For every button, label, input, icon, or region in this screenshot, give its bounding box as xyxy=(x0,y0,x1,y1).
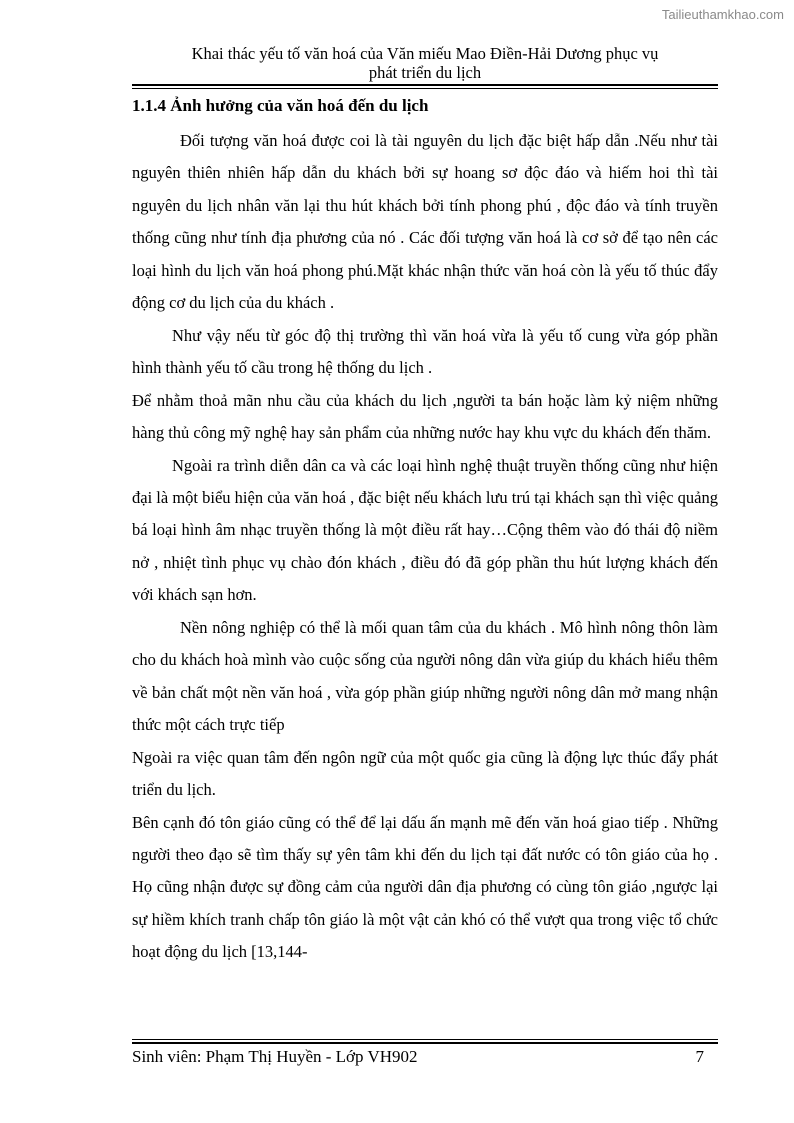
paragraph: Nền nông nghiệp có thể là mối quan tâm của du khách . Mô hình nông thôn làm cho du khách hoà mình vào cuộc sống của người nông dân vừa giúp du khách hiểu thêm về bản chất một nền văn hoá , vừa góp phần giúp những người nông dân mở mang nhận thức một cách trực tiếp xyxy=(132,617,718,735)
header-rule-thick xyxy=(132,84,718,86)
watermark: Tailieuthamkhao.com xyxy=(661,7,784,22)
paragraph: Ngoài ra việc quan tâm đến ngôn ngữ của một quốc gia cũng là động lực thúc đẩy phát triển du lịch. xyxy=(132,747,718,800)
header-line-2: phát triển du lịch xyxy=(368,63,482,82)
page-number: 7 xyxy=(695,1047,704,1066)
header-line-1: Khai thác yếu tố văn hoá của Văn miếu Mao Điền-Hải Dương phục vụ xyxy=(191,44,659,63)
footer-rule-thick xyxy=(132,1042,718,1044)
section-heading: 1.1.4 Ảnh hưởng của văn hoá đến du lịch xyxy=(132,96,429,115)
paragraph: Như vậy nếu từ góc độ thị trường thì văn hoá vừa là yếu tố cung vừa góp phần hình thành yếu tố cầu trong hệ thống du lịch . xyxy=(132,325,718,378)
body-text xyxy=(132,125,718,969)
paragraph: Ngoài ra trình diễn dân ca và các loại hình nghệ thuật truyền thống cũng như hiện đại là một biểu hiện của văn hoá , đặc biệt nếu khách lưu trú tại khách sạn thì việc quảng bá loại hình âm nhạc truyền thống là một điều rất hay…Cộng thêm vào đó thái độ niềm nở , nhiệt tình phục vụ chào đón khách , điều đó đã góp phần thu hút lượng khách đến với khách sạn hơn. xyxy=(132,455,718,605)
header-rule-thin xyxy=(132,88,718,89)
paragraph: Để nhằm thoả mãn nhu cầu của khách du lịch ,người ta bán hoặc làm kỷ niệm những hàng thủ công mỹ nghệ hay sản phẩm của những nước hay khu vực du khách đến thăm. xyxy=(132,390,718,443)
running-header xyxy=(132,44,718,82)
paragraph: Đối tượng văn hoá được coi là tài nguyên du lịch đặc biệt hấp dẫn .Nếu như tài nguyên thiên nhiên hấp dẫn du khách bởi sự hoang sơ độc đáo và hiếm hoi thì tài nguyên du lịch nhân văn lại thu hút khách bởi tính phong phú , độc đáo và tính truyền thống cũng như tính địa phương của nó . Các đối tượng văn hoá là cơ sở để tạo nên các loại hình du lịch văn hoá phong phú.Mặt khác nhận thức văn hoá còn là yếu tố thúc đẩy động cơ du lịch của du khách . xyxy=(132,131,718,313)
footer-student-info: Sinh viên: Phạm Thị Huyền - Lớp VH902 xyxy=(132,1047,418,1066)
footer-rule-thin xyxy=(132,1039,718,1040)
paragraph: Bên cạnh đó tôn giáo cũng có thể để lại dấu ấn mạnh mẽ đến văn hoá giao tiếp . Những người theo đạo sẽ tìm thấy sự yên tâm khi đến du lịch tại đất nước có tôn giáo của họ . Họ cũng nhận được sự đồng cảm của người dân địa phương có cùng tôn giáo ,ngược lại sự hiềm khích tranh chấp tôn giáo là một vật cản khó có thể vượt qua trong việc tổ chức hoạt động du lịch [13,144- xyxy=(132,812,718,962)
